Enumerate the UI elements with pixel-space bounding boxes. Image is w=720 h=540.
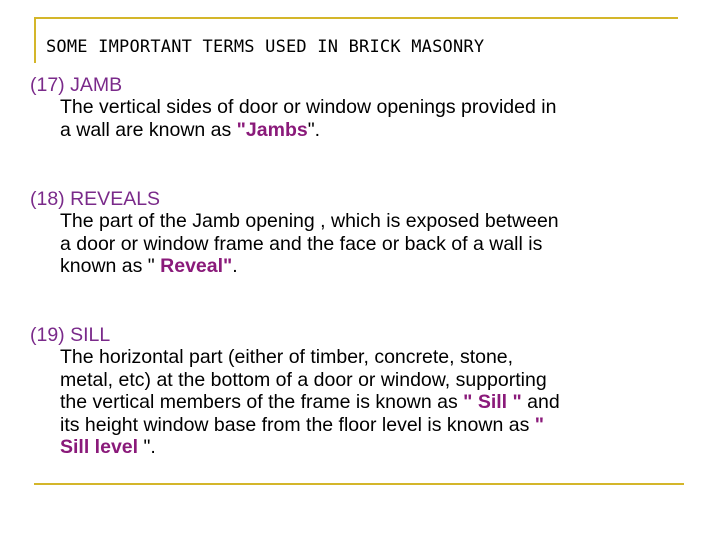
text-run: The horizontal part (either of timber, concrete, stone, [60,346,514,368]
text-run: The part of the Jamb opening , which is exposed between [60,210,559,232]
body-line [60,369,710,392]
slide-frame-left-line [34,17,36,63]
slide-frame-bottom-line [34,483,684,485]
body-line [60,346,710,369]
body-line [60,119,710,142]
text-run: its height window base from the floor level is known as [60,413,535,436]
section-body [30,96,710,141]
body-line [60,96,710,119]
text-run: and [521,391,560,413]
highlighted-term: " [534,413,544,436]
text-run: a wall are known as [60,118,237,141]
body-line [60,414,710,437]
text-run: metal, etc) at the bottom of a door or window, supporting [60,368,547,391]
section-heading: (19) SILL [30,324,111,346]
highlighted-term: "Jambs [236,118,308,141]
section-sill [30,324,710,459]
section-body [30,346,710,459]
highlighted-term: Sill level [60,436,144,458]
body-line [60,436,710,459]
text-run: known as " [60,255,161,277]
slide-frame-top-line [34,17,678,19]
text-run: ". [307,118,321,141]
section-heading: (17) JAMB [30,74,123,96]
body-line [60,255,710,278]
highlighted-term: " Sill " [463,391,522,413]
highlighted-term: Reveal" [160,255,233,277]
body-line [60,391,710,414]
text-run: ". [143,436,156,458]
slide-title: SOME IMPORTANT TERMS USED IN BRICK MASONRY [46,37,485,57]
text-run: . [232,255,238,277]
section-jamb [30,74,710,141]
section-reveals [30,188,710,278]
body-line [60,233,710,256]
text-run: The vertical sides of door or window openings provided in [60,96,557,118]
text-run: a door or window frame and the face or back of a wall is [60,232,543,255]
body-line [60,210,710,233]
section-body [30,210,710,278]
text-run: the vertical members of the frame is known as [60,391,464,413]
section-heading: (18) REVEALS [30,188,161,210]
